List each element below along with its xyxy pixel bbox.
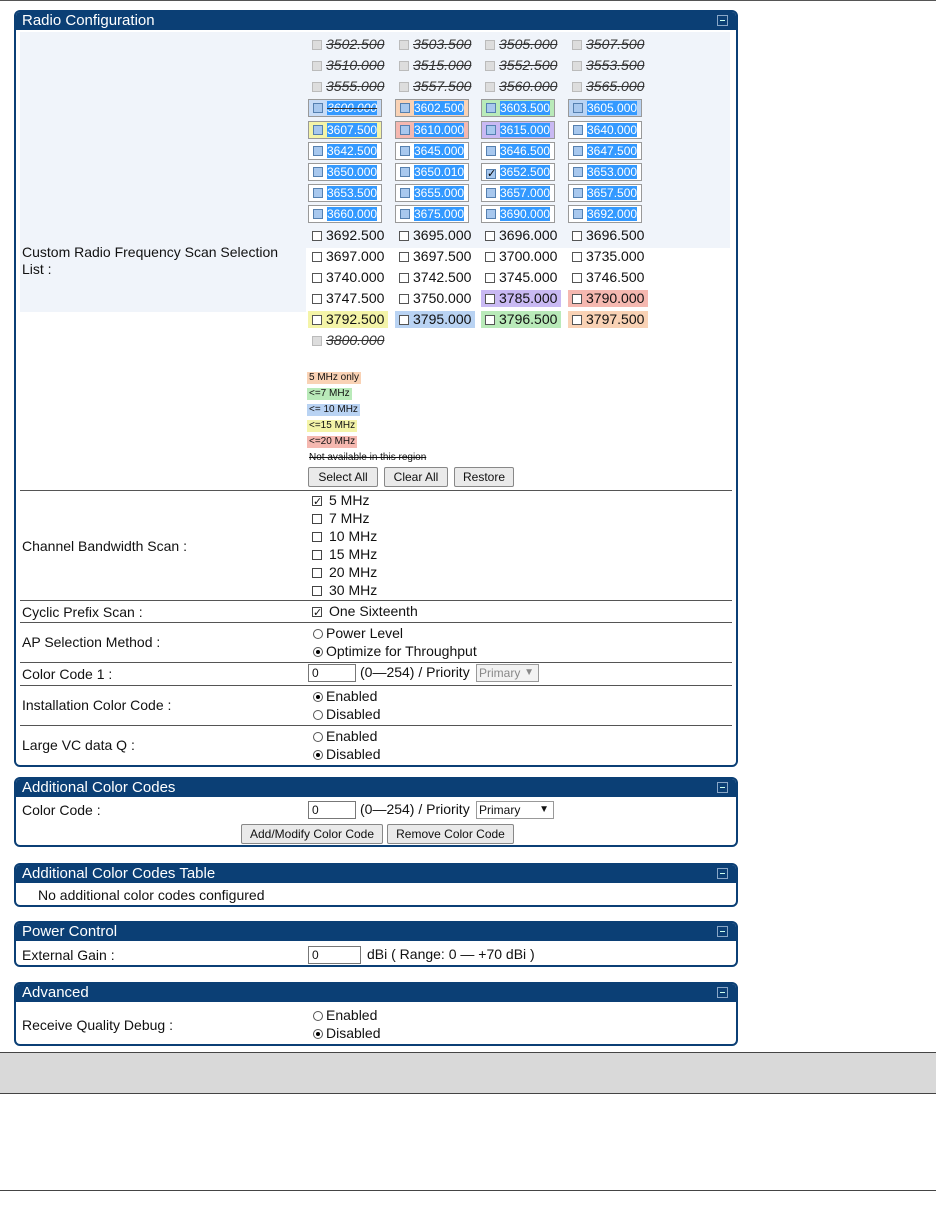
checkbox-icon [313,103,323,113]
divider [20,725,732,726]
frequency-option[interactable] [308,248,388,265]
power-control-panel [14,921,738,967]
panel-header [16,779,736,797]
frequency-option[interactable] [568,205,642,223]
frequency-option[interactable] [395,248,475,265]
frequency-option[interactable] [568,121,642,139]
frequency-value: 3515.000 [413,57,472,73]
checkbox-icon [485,231,495,241]
legend-item: Not available in this region [309,452,427,463]
option-label: Disabled [326,746,381,762]
checkbox-icon [485,82,495,92]
checkbox-icon [485,273,495,283]
frequency-value: 3507.500 [586,36,645,52]
frequency-value: 3642.500 [327,144,378,158]
frequency-option[interactable] [568,248,648,265]
checkbox-icon [312,586,322,596]
frequency-option[interactable] [568,99,642,117]
frequency-option[interactable] [481,121,555,139]
checkbox-icon [312,336,322,346]
ap-selection-label: AP Selection Method : [22,634,161,650]
checkbox-icon [312,252,322,262]
frequency-option[interactable] [395,142,469,160]
frequency-value: 3645.000 [414,144,465,158]
radio-icon [313,710,323,720]
frequency-value: 3692.500 [326,227,385,243]
option-label: Disabled [326,1025,381,1041]
select-value: Primary [479,803,521,817]
checkbox-icon [486,209,496,219]
frequency-value: 3692.000 [587,207,638,221]
frequency-option[interactable] [395,227,475,244]
radio-icon [313,629,323,639]
legend-item: <=20 MHz [309,436,356,447]
checkbox-icon [399,273,409,283]
panel-header [16,923,736,941]
checkbox-icon [313,167,323,177]
frequency-option[interactable] [568,78,648,95]
legend-item: <= 10 MHz [309,404,358,415]
checkbox-icon [400,188,410,198]
frequency-value: 3652.500 [500,165,551,179]
checkbox-icon [572,82,582,92]
frequency-value: 3650.010 [414,165,465,179]
empty-table-message: No additional color codes configured [38,887,265,903]
bandwidth-label-text: 20 MHz [329,564,378,580]
checkbox-icon [485,315,495,325]
frequency-value: 3647.500 [587,144,638,158]
frequency-value: 3650.000 [327,165,378,179]
bandwidth-checkbox[interactable] [312,492,369,509]
frequency-value: 3510.000 [326,57,385,73]
checkbox-icon [572,61,582,71]
frequency-value: 3603.500 [500,101,551,115]
frequency-value: 3615.000 [500,123,551,137]
frequency-option[interactable] [568,142,642,160]
frequency-value: 3555.000 [326,78,385,94]
frequency-value: 3735.000 [586,248,645,264]
checkbox-icon [485,294,495,304]
external-gain-units: dBi ( Range: 0 — +70 dBi ) [367,946,535,962]
restore-button[interactable]: Restore [454,467,514,487]
collapse-icon[interactable] [717,926,728,937]
checkbox-icon [486,125,496,135]
frequency-value: 3660.000 [327,207,378,221]
collapse-icon[interactable] [717,868,728,879]
frequency-value: 3742.500 [413,269,472,285]
bandwidth-checkbox[interactable] [312,582,377,599]
frequency-option[interactable] [568,227,648,244]
frequency-value: 3557.500 [413,78,472,94]
select-value: Primary [479,666,521,680]
checkbox-icon [400,167,410,177]
legend-item: <=15 MHz [309,420,356,431]
checkbox-checked-icon [312,607,322,617]
checkbox-checked-icon [312,496,322,506]
remove-color-code-button[interactable]: Remove Color Code [387,824,514,844]
color-code-1-range: (0—254) / Priority [360,664,470,680]
frequency-value: 3747.500 [326,290,385,306]
frequency-option[interactable] [395,36,475,53]
frequency-option[interactable] [481,227,561,244]
frequency-option[interactable] [395,99,469,117]
checkbox-icon [399,252,409,262]
panel-title: Power Control [22,923,118,940]
frequency-value: 3675.000 [414,207,465,221]
checkbox-icon [312,550,322,560]
frequency-option[interactable] [481,163,555,181]
frequency-value: 3655.000 [414,186,465,200]
checkbox-icon [399,315,409,325]
checkbox-icon [485,252,495,262]
frequency-value: 3785.000 [499,290,558,306]
frequency-value: 3600.000 [327,101,378,115]
frequency-option[interactable] [308,163,382,181]
checkbox-icon [312,40,322,50]
option-label: Disabled [326,706,381,722]
frequency-value: 3745.000 [499,269,558,285]
frequency-option[interactable] [308,184,382,202]
receive-quality-debug-label: Receive Quality Debug : [22,1017,173,1033]
panel-title: Radio Configuration [22,12,155,29]
frequency-value: 3797.500 [586,311,645,327]
frequency-option[interactable] [568,184,642,202]
frequency-option[interactable] [568,36,648,53]
divider [20,622,732,623]
checkbox-icon [399,294,409,304]
frequency-option[interactable] [481,99,555,117]
checkbox-icon [572,252,582,262]
panel-header [16,12,736,30]
frequency-option[interactable] [308,311,388,328]
frequency-option[interactable] [395,121,469,139]
frequency-option[interactable] [395,184,469,202]
frequency-value: 3696.000 [499,227,558,243]
checkbox-icon [486,103,496,113]
frequency-value: 3502.500 [326,36,385,52]
panel-header [16,865,736,883]
color-code-input[interactable]: 0 [308,801,356,819]
frequency-option[interactable] [395,78,475,95]
checkbox-icon [573,103,583,113]
checkbox-icon [312,532,322,542]
bandwidth-checkbox[interactable] [312,528,377,545]
frequency-option[interactable] [395,163,469,181]
frequency-option[interactable] [308,57,388,74]
frequency-value: 3552.500 [499,57,558,73]
frequency-option[interactable] [481,205,555,223]
frequency-option[interactable] [568,311,648,328]
frequency-option[interactable] [308,269,388,286]
checkbox-icon [400,125,410,135]
divider [20,600,732,601]
checkbox-icon [486,146,496,156]
footer-bar [0,1052,936,1094]
divider [20,490,732,491]
frequency-option[interactable] [481,311,561,328]
frequency-option[interactable] [308,227,388,244]
frequency-option[interactable] [395,311,475,328]
checkbox-icon [485,40,495,50]
checkbox-icon [400,209,410,219]
bandwidth-label: Channel Bandwidth Scan : [22,538,187,554]
checkbox-icon [573,167,583,177]
checkbox-icon [313,125,323,135]
frequency-value: 3746.500 [586,269,645,285]
rqd-disabled-radio[interactable] [313,1025,380,1042]
checkbox-icon [572,40,582,50]
panel-title: Advanced [22,984,89,1001]
clear-all-button[interactable]: Clear All [384,467,448,487]
bandwidth-label-text: 5 MHz [329,492,370,508]
bandwidth-label-text: 7 MHz [329,510,370,526]
frequency-option[interactable] [308,99,382,117]
external-gain-input[interactable]: 0 [308,946,361,964]
frequency-option[interactable] [395,57,475,74]
large-vc-label: Large VC data Q : [22,737,135,753]
frequency-option[interactable] [568,290,648,307]
checkbox-icon [572,231,582,241]
legend-item: 5 MHz only [309,372,360,383]
chevron-down-icon: ▼ [539,804,549,815]
checkbox-icon [312,315,322,325]
frequency-option[interactable] [568,163,642,181]
add-modify-color-code-button[interactable]: Add/Modify Color Code [241,824,383,844]
option-label: Enabled [326,728,378,744]
checkbox-icon [400,146,410,156]
additional-color-codes-table-panel [14,863,738,907]
option-label: Enabled [326,1007,378,1023]
checkbox-icon [313,188,323,198]
option-label: One Sixteenth [329,603,418,619]
select-all-button[interactable]: Select All [308,467,378,487]
top-rule [0,0,936,1]
color-code-range: (0—254) / Priority [360,801,470,817]
bandwidth-checkbox[interactable] [312,546,377,563]
checkbox-icon [485,61,495,71]
checkbox-icon [572,294,582,304]
bandwidth-label-text: 30 MHz [329,582,378,598]
frequency-value: 3740.000 [326,269,385,285]
divider [20,685,732,686]
checkbox-icon [312,568,322,578]
option-label: Optimize for Throughput [326,643,477,659]
checkbox-icon [399,82,409,92]
frequency-option[interactable] [395,290,475,307]
one-sixteenth-checkbox[interactable] [312,603,418,620]
installation-color-code-label: Installation Color Code : [22,697,172,713]
color-code-1-label: Color Code 1 : [22,666,113,682]
frequency-option[interactable] [568,57,648,74]
radio-configuration-panel [14,10,738,767]
collapse-icon[interactable] [717,782,728,793]
frequency-option[interactable] [308,142,382,160]
collapse-icon[interactable] [717,15,728,26]
frequency-option[interactable] [481,290,561,307]
frequency-value: 3653.500 [327,186,378,200]
frequency-value: 3690.000 [500,207,551,221]
radio-icon [313,732,323,742]
frequency-value: 3602.500 [414,101,465,115]
checkbox-icon [312,294,322,304]
frequency-option[interactable] [481,142,555,160]
frequency-option[interactable] [308,36,388,53]
frequency-option[interactable] [308,78,388,95]
frequency-value: 3700.000 [499,248,558,264]
checkbox-icon [573,146,583,156]
frequency-value: 3695.000 [413,227,472,243]
power-level-radio[interactable] [313,625,403,642]
radio-selected-icon [313,692,323,702]
checkbox-icon [486,188,496,198]
checkbox-icon [312,231,322,241]
frequency-value: 3607.500 [327,123,378,137]
checkbox-icon [399,40,409,50]
icc-enabled-radio[interactable] [313,688,377,705]
frequency-option[interactable] [308,290,388,307]
frequency-option[interactable] [481,248,561,265]
frequency-value: 3505.000 [499,36,558,52]
checkbox-icon [399,231,409,241]
bandwidth-label-text: 15 MHz [329,546,378,562]
cyclic-prefix-label: Cyclic Prefix Scan : [22,604,143,620]
frequency-value: 3646.500 [500,144,551,158]
checkbox-icon [572,315,582,325]
radio-selected-icon [313,750,323,760]
option-label: Power Level [326,625,404,641]
checkbox-icon [573,188,583,198]
frequency-value: 3503.500 [413,36,472,52]
checkbox-icon [312,61,322,71]
chevron-down-icon: ▼ [524,667,534,678]
panel-title: Additional Color Codes [22,779,176,796]
color-code-label: Color Code : [22,802,101,818]
additional-color-codes-panel [14,777,738,847]
bandwidth-checkbox[interactable] [312,510,369,527]
frequency-option[interactable] [481,269,561,286]
frequency-value: 3697.500 [413,248,472,264]
radio-selected-icon [313,1029,323,1039]
lvc-enabled-radio[interactable] [313,728,377,745]
frequency-value: 3697.000 [326,248,385,264]
checkbox-icon [400,103,410,113]
frequency-value: 3565.000 [586,78,645,94]
radio-selected-icon [313,647,323,657]
checkbox-icon [573,209,583,219]
frequency-value: 3553.500 [586,57,645,73]
checkbox-icon [312,514,322,524]
frequency-value: 3605.000 [587,101,638,115]
legend-item: <=7 MHz [309,388,350,399]
frequency-option[interactable] [481,184,555,202]
frequency-value: 3560.000 [499,78,558,94]
external-gain-label: External Gain : [22,947,115,963]
advanced-panel [14,982,738,1046]
frequency-value: 3696.500 [586,227,645,243]
rqd-enabled-radio[interactable] [313,1007,377,1024]
panel-title: Additional Color Codes Table [22,865,216,882]
checkbox-icon [399,61,409,71]
frequency-value: 3657.500 [587,186,638,200]
frequency-option[interactable] [481,36,561,53]
collapse-icon[interactable] [717,987,728,998]
color-code-priority-select[interactable] [476,801,554,819]
frequency-value: 3800.000 [326,332,385,348]
lvc-disabled-radio[interactable] [313,746,380,763]
optimize-throughput-radio[interactable] [313,643,477,660]
checkbox-checked-icon [486,169,496,179]
checkbox-icon [573,125,583,135]
color-code-1-input[interactable]: 0 [308,664,356,682]
panel-header [16,984,736,1002]
frequency-value: 3653.000 [587,165,638,179]
divider [20,662,732,663]
frequency-value: 3795.000 [413,311,472,327]
frequency-option[interactable] [308,332,388,349]
frequency-value: 3790.000 [586,290,645,306]
checkbox-icon [312,273,322,283]
radio-icon [313,1011,323,1021]
freq-list-label: Custom Radio Frequency Scan Selection List : [22,244,279,277]
frequency-value: 3657.000 [500,186,551,200]
frequency-value: 3796.500 [499,311,558,327]
option-label: Enabled [326,688,378,704]
frequency-option[interactable] [481,78,561,95]
frequency-option[interactable] [308,205,382,223]
frequency-option[interactable] [308,121,382,139]
frequency-value: 3792.500 [326,311,385,327]
checkbox-icon [313,146,323,156]
checkbox-icon [313,209,323,219]
bottom-rule [0,1190,936,1191]
frequency-value: 3610.000 [414,123,465,137]
bandwidth-checkbox[interactable] [312,564,377,581]
frequency-option[interactable] [395,269,475,286]
frequency-option[interactable] [568,269,648,286]
checkbox-icon [572,273,582,283]
checkbox-icon [312,82,322,92]
frequency-value: 3640.000 [587,123,638,137]
frequency-option[interactable] [395,205,469,223]
bandwidth-label-text: 10 MHz [329,528,378,544]
frequency-value: 3750.000 [413,290,472,306]
color-code-1-priority-select[interactable] [476,664,539,682]
frequency-option[interactable] [481,57,561,74]
icc-disabled-radio[interactable] [313,706,380,723]
